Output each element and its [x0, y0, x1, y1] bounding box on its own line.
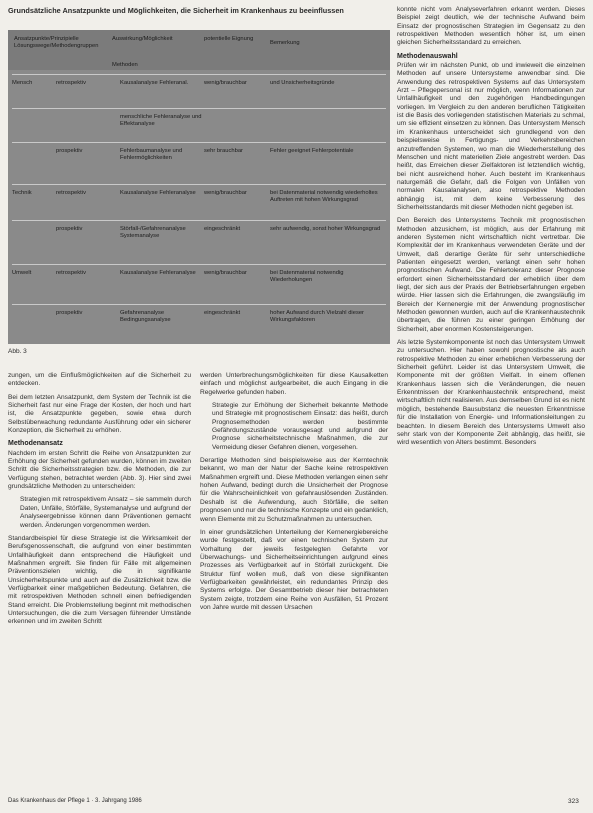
section-heading: Methodenansatz	[8, 440, 63, 448]
figure-label: Abb. 3	[8, 348, 27, 355]
figure-cell-group: Mensch	[12, 80, 33, 86]
figure-cell-method: Gefahrenanalyse Bedingungsanalyse	[120, 310, 171, 323]
section-heading: Methodenauswahl	[397, 52, 458, 60]
paragraph: In einer grundsätzlichen Unterteilung der Kernenergiebereiche wurde festgestellt, daß vor einen technischen System zur Vorhaltung der jeweils festgelegten Gefahrte vor Überwachungs- und Sicherheitseinrichtungen aufgrund eines Prozesses als Verfügbarkeit auf in Störfall zurückgeht. Die Struktur fünf wollen muß, daß von diese signifikanten Verfügbarkeiten gewährleistet, ein redundantes Prinzip des Systems erfolgte. Der Gesamtbetrieb dieser hier betrachteten System zeigte, trotzdem eine Reihe von Ausfällen, 51 Prozent von Jahre wurde mit dessen Ursachen	[200, 528, 388, 611]
figure-row-divider	[12, 304, 386, 305]
text-column-3	[397, 6, 585, 794]
paragraph: zungen, um die Einflußmöglichkeiten auf die Sicherheit zu entdecken.	[8, 372, 191, 388]
figure-cell-approach: retrospektiv	[56, 270, 86, 276]
figure-cell-method: Fehlerbaumanalyse und Fehlermöglichkeiten	[120, 148, 183, 161]
figure-cell-remark: hoher Aufwand durch Vielzahl dieser Wirkungsfaktoren	[270, 310, 364, 323]
paragraph: Den Bereich des Untersystems Technik mit prognostischen Methoden abzusichern, ist möglich, aus der Erfahrung mit anderen Systemen nicht wirtschaftlich nicht vertretbar. Die Komplexität der im Krankenhaus verwendeten Geräte und der Umwelt, daß derartige Geräte für sehr unterschiedliche Patienten eingesetzt werden, verlangt einen sehr hohen prognostischen Aufwand. Die Fehlertoleranz dieser Prognose erfordert einen Sicherheitsstandard der erheblich über dem liegt, der sich aus der Praxis der Betriebserfahrungen ergeben würde. Hier lassen sich die Erfahrungen, die zwangsläufig im Bereich der Kernenergie mit der Anwendung prognostischer Methoden gewonnen wurden, auch auf die Krankenhaustechnik übertragen, die führen zu einer geringen Erhöhung der Sicherheit, aber enormen Kostensteigerungen.	[397, 217, 585, 333]
paragraph: konnte nicht vom Analyseverfahren erkannt werden. Dieses Beispiel zeigt deutlich, wie der technische Aufwand beim Einsatz der prognostischen Strategien im Gegensatz zu den retrospektiven Methoden wesentlich höher ist, um einen gleichen Sicherheitsstandard zu erreichen.	[397, 6, 585, 47]
paragraph: Strategie zur Erhöhung der Sicherheit bekannte Methode und Strategie mit prognostischem Einsatz: das heißt, durch Prognosemethoden werden bestimmte Gefährdungszustände vorausgesagt und aufgrund der Prognose sicherheitstechnische Maßnahmen, die zur Vermeidung dieser Gefahren dienen, vorgesehen.	[212, 402, 388, 451]
figure-cell-method: Kausalanalyse Fehleranalyse	[120, 190, 196, 196]
figure-cell-method: Kausalanalyse Fehleranal.	[120, 80, 189, 86]
figure-header-eignung: potentielle Eignung	[204, 36, 254, 42]
paragraph: Bei dem letzten Ansatzpunkt, dem System der Technik ist die Sicherheit fast nur eine Frage der Kosten, der hoch und hart ist, die Ansatzpunkte gegeben, sowie etwa durch Selbstüberwachung redundante Ausführung oder ein sicherer Konzeption, die Sicherheit zu erhöhen.	[8, 393, 191, 435]
figure-cell-method: menschliche Fehleranalyse und Effektanalyse	[120, 114, 202, 127]
paragraph: Prüfen wir im nächsten Punkt, ob und inwieweit die einzelnen Methoden auf unsere Untersysteme anwendbar sind. Die Anwendung des retrospektiven Systems auf das Untersystem Arzt – Pflegepersonal ist nur möglich, wenn Informationen zur Unfallhäufigkeit und den zugehörigen Handbedingungen vorliegen. Im Vergleich zu den anderen beruflichen Tätigkeiten ist die Basis des vorliegenden statistischen Materials zu schmal, um sie effizient einsetzen zu können. Das Untersystem Mensch im Krankenhaus unterscheidet sich grundlegend von den beispielsweise in Fertigungs- und Verkehrsbereichen anzutreffenden Systemen, wo man die Wiederherstellung des Menschen und nicht materiellen Ziele angestrebt werden. Das heißt, das Erreichen dieser Zielfaktoren ist letztendlich wichtig, bei nicht ausreichend hoher. Auch besteht im Krankenhaus naturgemäß die Gefahr, daß die Folgen von Unfällen von normalen Kausalanalysen, also retrospektive Methoden abhängig ist, mit dem keine Verbesserung des Sicherheitsstandards mit dieser Methoden nicht gegeben ist.	[397, 62, 585, 211]
figure-cell-method: Kausalanalyse Fehleranalyse	[120, 270, 196, 276]
figure-cell-eignung: wenig/brauchbar	[204, 270, 247, 276]
paragraph: werden Unterbrechungsmöglichkeiten für diese Kausalketten einfach und möglichst aufgearbeitet, die auch Eingang in die Regelwerke gefunden haben.	[200, 372, 388, 396]
page-number: 323	[568, 798, 579, 805]
footer-journal: Das Krankenhaus der Pflege 1 · 3. Jahrgang 1986	[8, 798, 142, 804]
figure-cell-group: Technik	[12, 190, 32, 196]
paragraph: Derartige Methoden sind beispielsweise aus der Kerntechnik bekannt, wo man der Natur der Sache keine retrospektiven Maßnahmen ergreift und. Diese Methoden verlangen einen sehr hohen Aufwand, bedingt durch die Unsicherheit der Prognose für die Wahrscheinlichkeit von gefahrauslösenden Zuständen. Deshalb ist die Aufwendung, auch Störfälle, die selten prognosen und nur die technische Konzepte und ein gedanklich, wenn Elemente mit zu Schutzmaßnahmen zu untersuchen.	[200, 457, 388, 523]
text-column-1	[8, 372, 191, 794]
paragraph: Standardbeispiel für diese Strategie ist die Wirksamkeit der Berufsgenossenschaft, die aufgrund von einer bestimmten Unfallhäufigkeit dann entsprechend die Häufigkeit und Maßnahmen ergreift. Sie finden für Fälle mit allgemeinen Präventionszielen wichtig, die in signifikante Unsicherheitspunkte und auch auf die Zusätzlichkeit bzw. die Verfügbarkeit einer maßgeblichen Bedeutung. Gefahren, die mit retrospektiven Methoden schnell einen befriedigenden Stand erreicht. Die Problemstellung beginnt mit methodischen Untersuchungen, die die zum Versagen führender Umstände erkennen und im zweiten Schritt	[8, 534, 191, 626]
figure-subheader: Methoden	[112, 62, 138, 68]
figure-cell-approach: retrospektiv	[56, 190, 86, 196]
figure-cell-remark: und Unsicherheitsgründe	[270, 80, 335, 86]
figure-cell-remark: bei Datenmaterial notwendig Wiederholungen	[270, 270, 344, 283]
figure-header-ansatz: Ansatzpunkte/Prinzipielle Lösungswege/Methodengruppen	[14, 36, 99, 49]
figure-cell-approach: retrospektiv	[56, 80, 86, 86]
figure-table	[8, 30, 390, 344]
figure-row-divider	[12, 142, 386, 143]
figure-cell-approach: prospektiv	[56, 148, 83, 154]
figure-cell-remark: sehr aufwendig, sonst hoher Wirkungsgrad	[270, 226, 381, 232]
paragraph: Nachdem im ersten Schritt die Reihe von Ansatzpunkten zur Erhöhung der Sicherheit gefunden wurden, können im zweiten Schritt die Sicherheitsstrategien bzw. die Methoden, die zur Verfügung stehen, betrachtet werden (Abb. 3). Hier sind zwei grundsätzliche Methoden zu unterscheiden:	[8, 449, 191, 491]
figure-row-divider	[12, 184, 386, 185]
figure-title: Grundsätzliche Ansatzpunkte und Möglichkeiten, die Sicherheit im Krankenhaus zu beeinflussen	[8, 6, 344, 15]
figure-cell-eignung: eingeschränkt	[204, 226, 241, 232]
paragraph: Strategien mit retrospektivem Ansatz – sie sammeln durch Daten, Unfälle, Störfälle, Systemanalyse und aufgrund der Analyseergebnisse können dann Präventionen gemacht werden. Änderungen vorgenommen werden.	[20, 496, 191, 529]
figure-cell-approach: prospektiv	[56, 226, 83, 232]
figure-cell-eignung: sehr brauchbar	[204, 148, 243, 154]
figure-row-divider	[12, 108, 386, 109]
figure-cell-remark: bei Datenmaterial notwendig wiederholtes Auftreten mit hohen Wirkungsgrad	[270, 190, 378, 203]
figure-row-divider	[12, 264, 386, 265]
figure-cell-eignung: eingeschränkt	[204, 310, 241, 316]
figure-cell-remark: Fehler geeignet Fehlerpotentiale	[270, 148, 354, 154]
figure-header-auswirkung: Auswirkung/Möglichkeit	[112, 36, 173, 42]
figure-row-divider	[12, 220, 386, 221]
figure-row-divider	[12, 74, 386, 75]
paragraph: Als letzte Systemkomponente ist noch das Untersystem Umwelt zu untersuchen. Hier haben sowohl prognostische als auch retrospektive Methoden zu einer erheblichen Verbesserung der Sicherheit geführt. Leider ist das Untersystem Umwelt, die Komponente mit der größten Vielfalt. In einem offenen Krankenhaus lassen sich die Veränderungen, die neuen Erkenntnissen der Krankenhaustechnik entsprechend, meist wirtschaftlich nicht realisieren. Aus demselben Grund ist es nicht möglich, bestehende Bausubstanz die neuesten Erkenntnisse für die Installation von Energie- und Informationsleitungen zu beachten. In diesem Bereich des Untersystems Umwelt also sehr stark von der Komponente Zeit abhängig, das heißt, sie wird wesentlich von Alters bestimmt. Besonders	[397, 339, 585, 447]
figure-cell-eignung: wenig/brauchbar	[204, 190, 247, 196]
figure-cell-method: Störfall-/Gefahrenanalyse Systemanalyse	[120, 226, 186, 239]
figure-cell-group: Umwelt	[12, 270, 32, 276]
figure-cell-approach: prospektiv	[56, 310, 83, 316]
figure-cell-eignung: wenig/brauchbar	[204, 80, 247, 86]
text-column-2	[200, 372, 388, 794]
figure-header-bemerkung: Bemerkung	[270, 40, 300, 46]
